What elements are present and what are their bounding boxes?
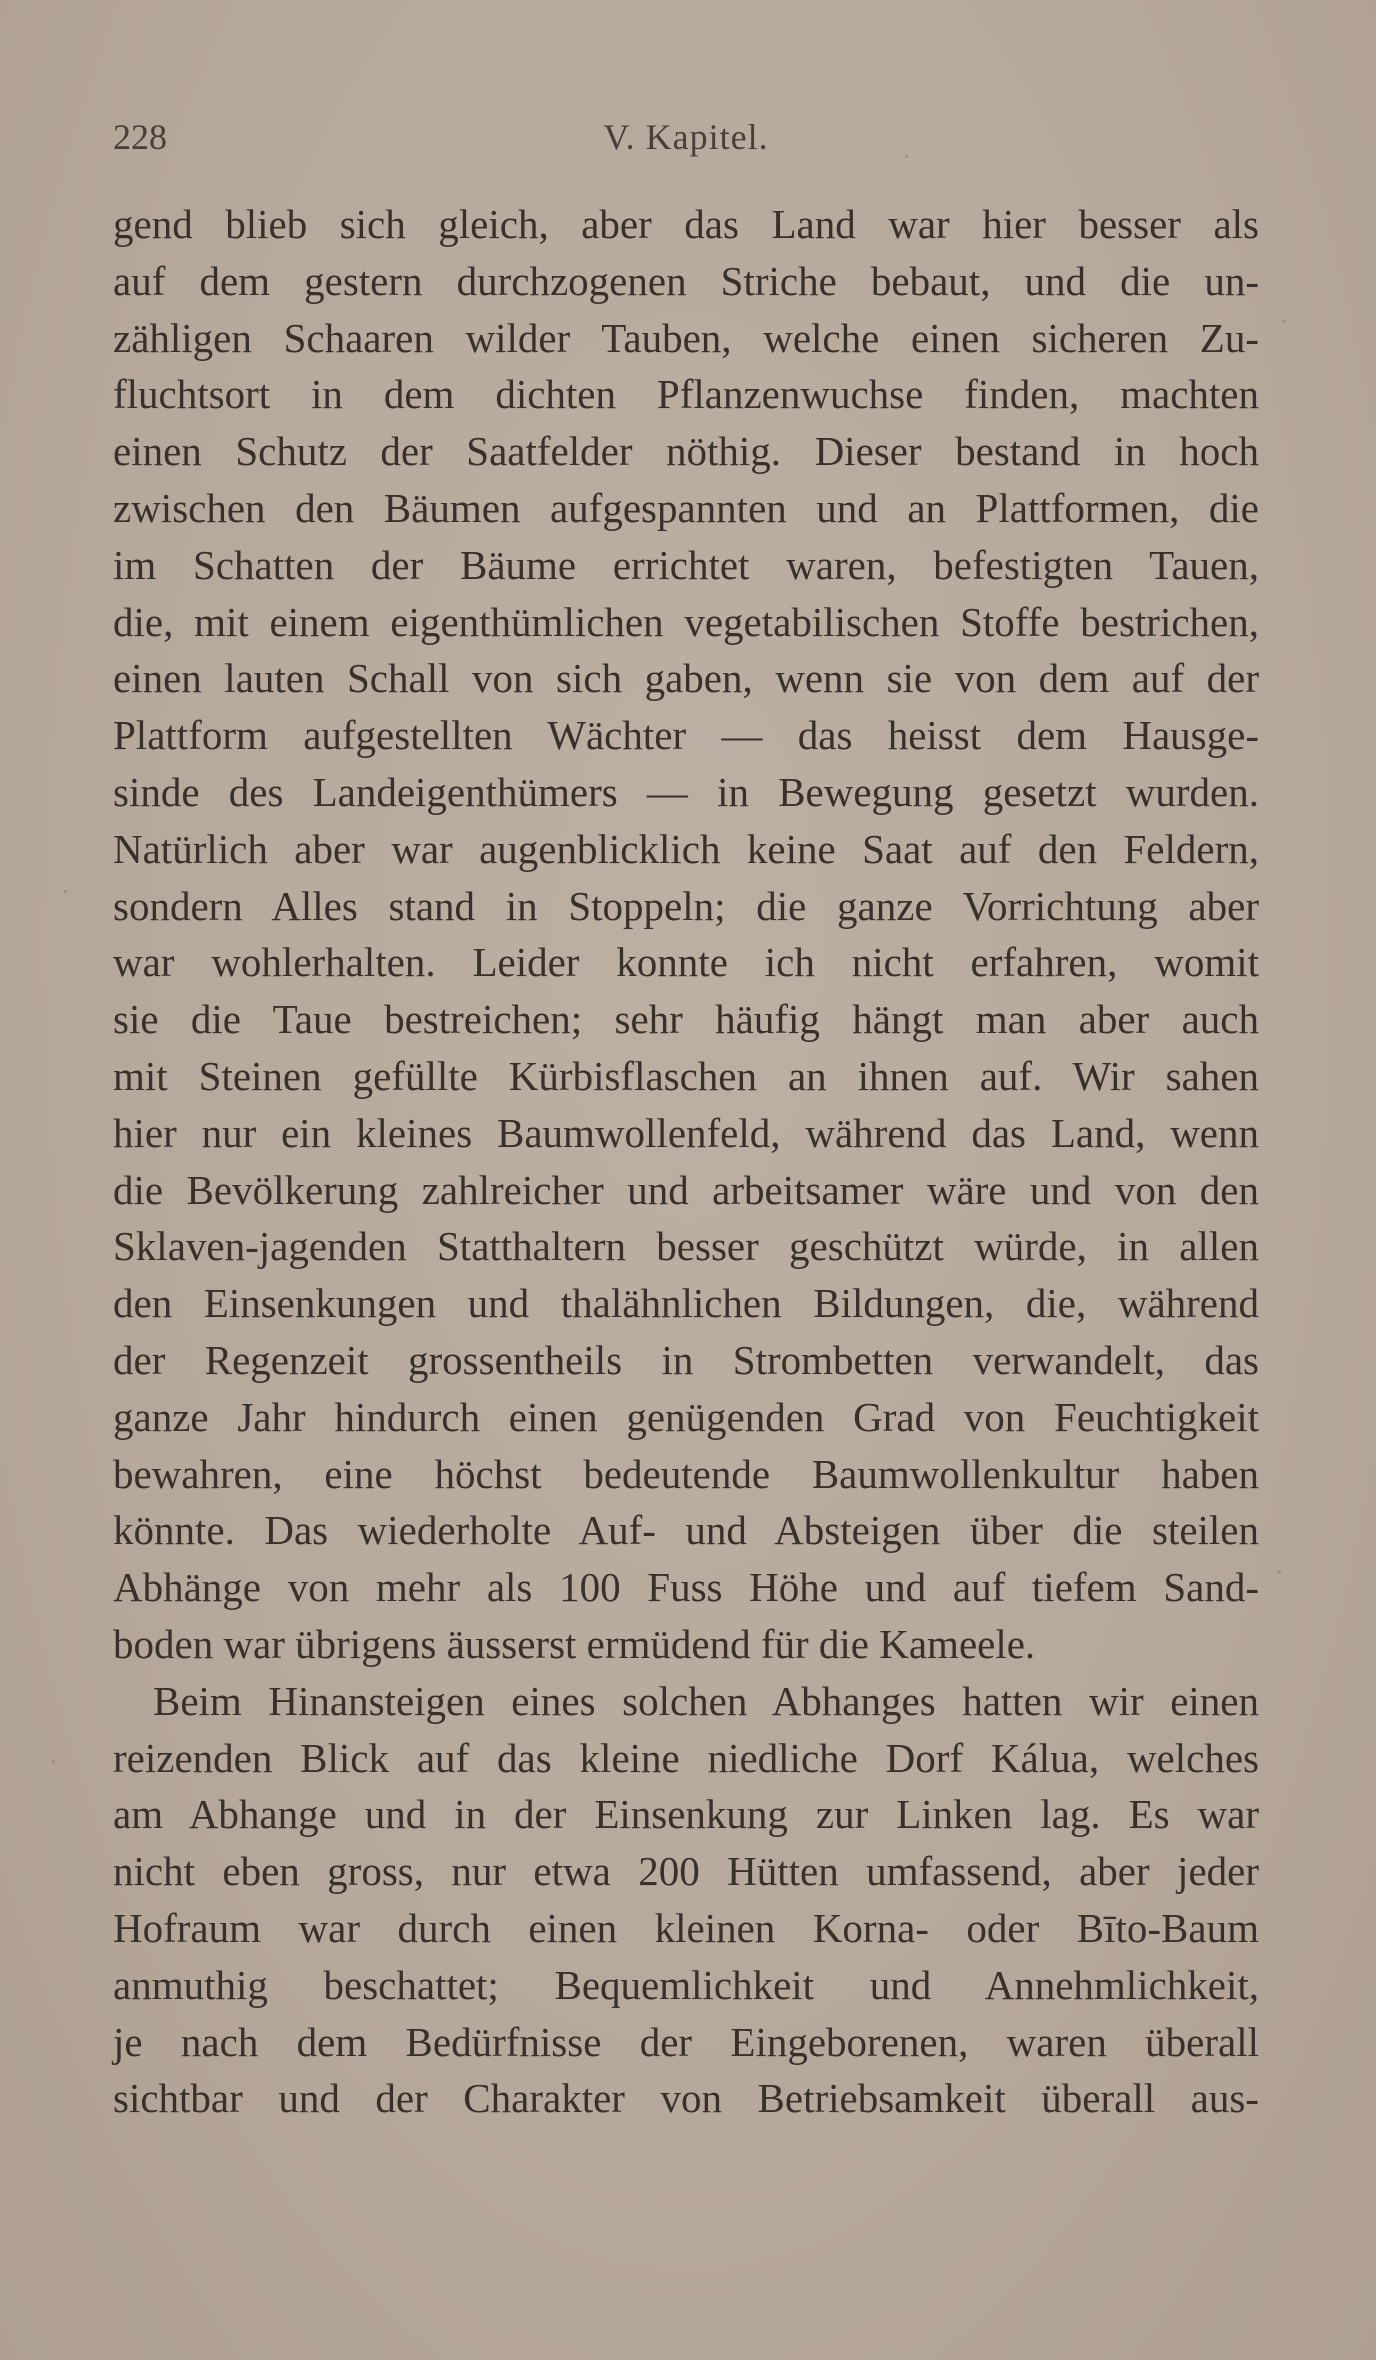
text-line: sie die Taue bestreichen; sehr häufig hängt man aber auch (113, 996, 1259, 1043)
text-line: sondern Alles stand in Stoppeln; die ganze Vorrichtung aber (113, 882, 1259, 929)
text-line: fluchtsort in dem dichten Pflanzenwuchse finden, machten (113, 371, 1259, 418)
text-line: der Regenzeit grossentheils in Strombetten verwandelt, das (113, 1336, 1259, 1383)
text-line: ganze Jahr hindurch einen genügenden Grad von Feuchtigkeit (113, 1393, 1259, 1440)
text-line: die Bevölkerung zahlreicher und arbeitsamer wäre und von den (113, 1166, 1259, 1213)
text-line: Natürlich aber war augenblicklich keine Saat auf den Feldern, (113, 825, 1259, 872)
text-line: im Schatten der Bäume errichtet waren, befestigten Tauen, (113, 541, 1259, 588)
paper-speck (52, 1760, 55, 1763)
text-line: gend blieb sich gleich, aber das Land war hier besser als (113, 201, 1259, 247)
text-line: reizenden Blick auf das kleine niedliche Dorf Kálua, welches (113, 1734, 1259, 1781)
text-line: die, mit einem eigenthümlichen vegetabilischen Stoffe bestrichen, (113, 598, 1259, 645)
text-line: einen Schutz der Saatfelder nöthig. Dieser bestand in hoch (113, 428, 1259, 475)
text-line: bewahren, eine höchst bedeutende Baumwollenkultur haben (113, 1450, 1259, 1497)
paragraph-1 (113, 196, 1259, 1673)
text-line: Plattform aufgestellten Wächter — das heisst dem Hausge- (113, 712, 1259, 759)
text-line: den Einsenkungen und thalähnlichen Bildungen, die, während (113, 1280, 1259, 1327)
text-line: nicht eben gross, nur etwa 200 Hütten umfassend, aber jeder (113, 1848, 1259, 1895)
text-line: Hofraum war durch einen kleinen Korna- oder Bīto-Baum (113, 1904, 1259, 1951)
text-line: war wohlerhalten. Leider konnte ich nicht erfahren, womit (113, 939, 1259, 986)
running-head (113, 116, 1259, 164)
paper-speck (1278, 1570, 1281, 1573)
paper-speck (64, 890, 67, 893)
text-line: zähligen Schaaren wilder Tauben, welche einen sicheren Zu- (113, 314, 1259, 361)
text-line: am Abhange und in der Einsenkung zur Linken lag. Es war (113, 1791, 1259, 1838)
text-line: je nach dem Bedürfnisse der Eingeborenen, waren überall (113, 2018, 1259, 2065)
body-text (113, 196, 1259, 2127)
text-line: mit Steinen gefüllte Kürbisflaschen an ihnen auf. Wir sahen (113, 1052, 1259, 1099)
text-line: boden war übrigens äusserst ermüdend für die Kameele. (113, 1620, 1036, 1667)
text-line: sinde des Landeigenthümers — in Bewegung gesetzt wurden. (113, 768, 1259, 815)
paragraph-2 (113, 1673, 1259, 2127)
text-line: auf dem gestern durchzogenen Striche bebaut, und die un- (113, 257, 1259, 304)
text-line: Sklaven-jagenden Statthaltern besser geschützt würde, in allen (113, 1223, 1259, 1270)
text-line: Beim Hinansteigen eines solchen Abhanges hatten wir einen (153, 1677, 1259, 1724)
text-line: zwischen den Bäumen aufgespannten und an Plattformen, die (113, 484, 1259, 531)
text-line: einen lauten Schall von sich gaben, wenn sie von dem auf der (113, 655, 1259, 702)
chapter-title: V. Kapitel. (603, 117, 769, 157)
text-line: anmuthig beschattet; Bequemlichkeit und Annehmlichkeit, (113, 1961, 1259, 2008)
page-number: 228 (113, 117, 167, 157)
paper-speck (1283, 320, 1286, 323)
text-line: hier nur ein kleines Baumwollenfeld, während das Land, wenn (113, 1109, 1259, 1156)
text-line: sichtbar und der Charakter von Betriebsamkeit überall aus- (113, 2075, 1259, 2122)
paper-speck (905, 155, 908, 158)
text-line: Abhänge von mehr als 100 Fuss Höhe und auf tiefem Sand- (113, 1564, 1259, 1611)
text-line: könnte. Das wiederholte Auf- und Absteigen über die steilen (113, 1507, 1259, 1554)
